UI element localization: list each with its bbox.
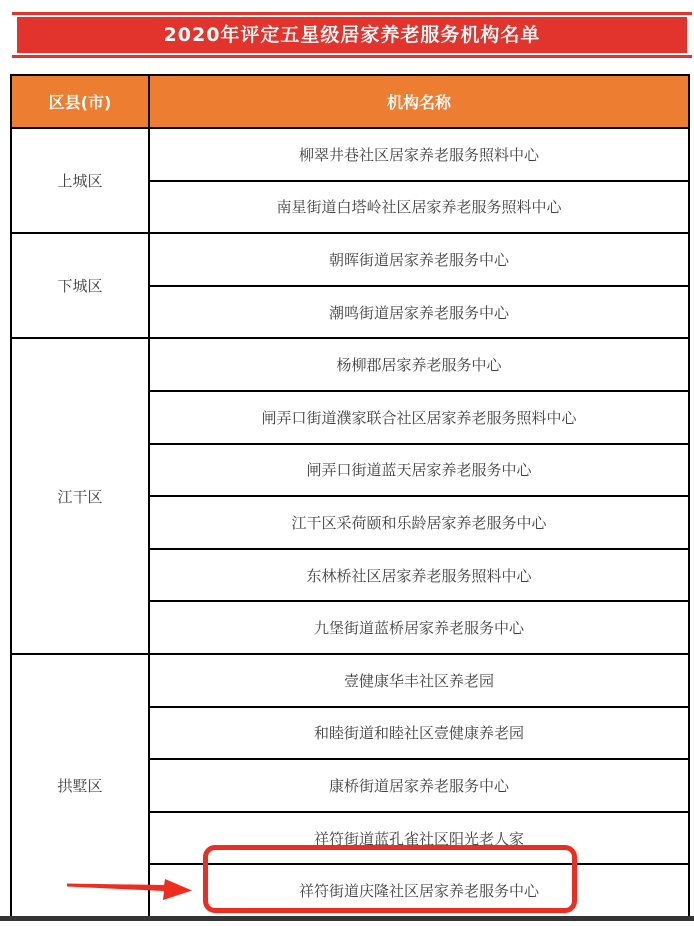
- column-header-institution: 机构名称: [149, 75, 689, 128]
- district-cell: 下城区: [11, 233, 149, 338]
- table-row: [11, 654, 689, 707]
- table-row: [11, 338, 689, 391]
- table-row: [11, 233, 689, 286]
- institution-cell: 江干区采荷颐和乐龄居家养老服务中心: [149, 496, 689, 549]
- institution-cell: 九堡街道蓝桥居家养老服务中心: [149, 601, 689, 654]
- institution-cell: 杨柳郡居家养老服务中心: [149, 338, 689, 391]
- institution-cell: 康桥街道居家养老服务中心: [149, 759, 689, 812]
- table-header-row: [11, 75, 689, 128]
- district-cell: 上城区: [11, 128, 149, 233]
- institution-cell-highlighted: 祥符街道庆隆社区居家养老服务中心: [149, 864, 689, 917]
- institution-cell: 朝晖街道居家养老服务中心: [149, 233, 689, 286]
- institution-cell: 壹健康华丰社区养老园: [149, 654, 689, 707]
- table-row: [11, 128, 689, 181]
- table-body: [11, 128, 689, 917]
- page-bottom-edge: [0, 916, 694, 921]
- institution-cell: 东林桥社区居家养老服务照料中心: [149, 549, 689, 602]
- institution-cell: 潮鸣街道居家养老服务中心: [149, 286, 689, 339]
- column-header-district: 区县(市): [11, 75, 149, 128]
- institution-cell: 闸弄口街道濮家联合社区居家养老服务照料中心: [149, 391, 689, 444]
- page-title: 2020年评定五星级居家养老服务机构名单: [17, 17, 687, 53]
- district-cell: 拱墅区: [11, 654, 149, 917]
- institution-cell: 柳翠井巷社区居家养老服务照料中心: [149, 128, 689, 181]
- institution-cell: 南星街道白塔岭社区居家养老服务照料中心: [149, 181, 689, 234]
- institutions-table: [10, 74, 690, 918]
- institution-cell: 和睦街道和睦社区壹健康养老园: [149, 707, 689, 760]
- institution-cell: 祥符街道蓝孔雀社区阳光老人家: [149, 812, 689, 865]
- district-cell: 江干区: [11, 338, 149, 654]
- title-banner: [12, 12, 692, 58]
- institution-cell: 闸弄口街道蓝天居家养老服务中心: [149, 444, 689, 497]
